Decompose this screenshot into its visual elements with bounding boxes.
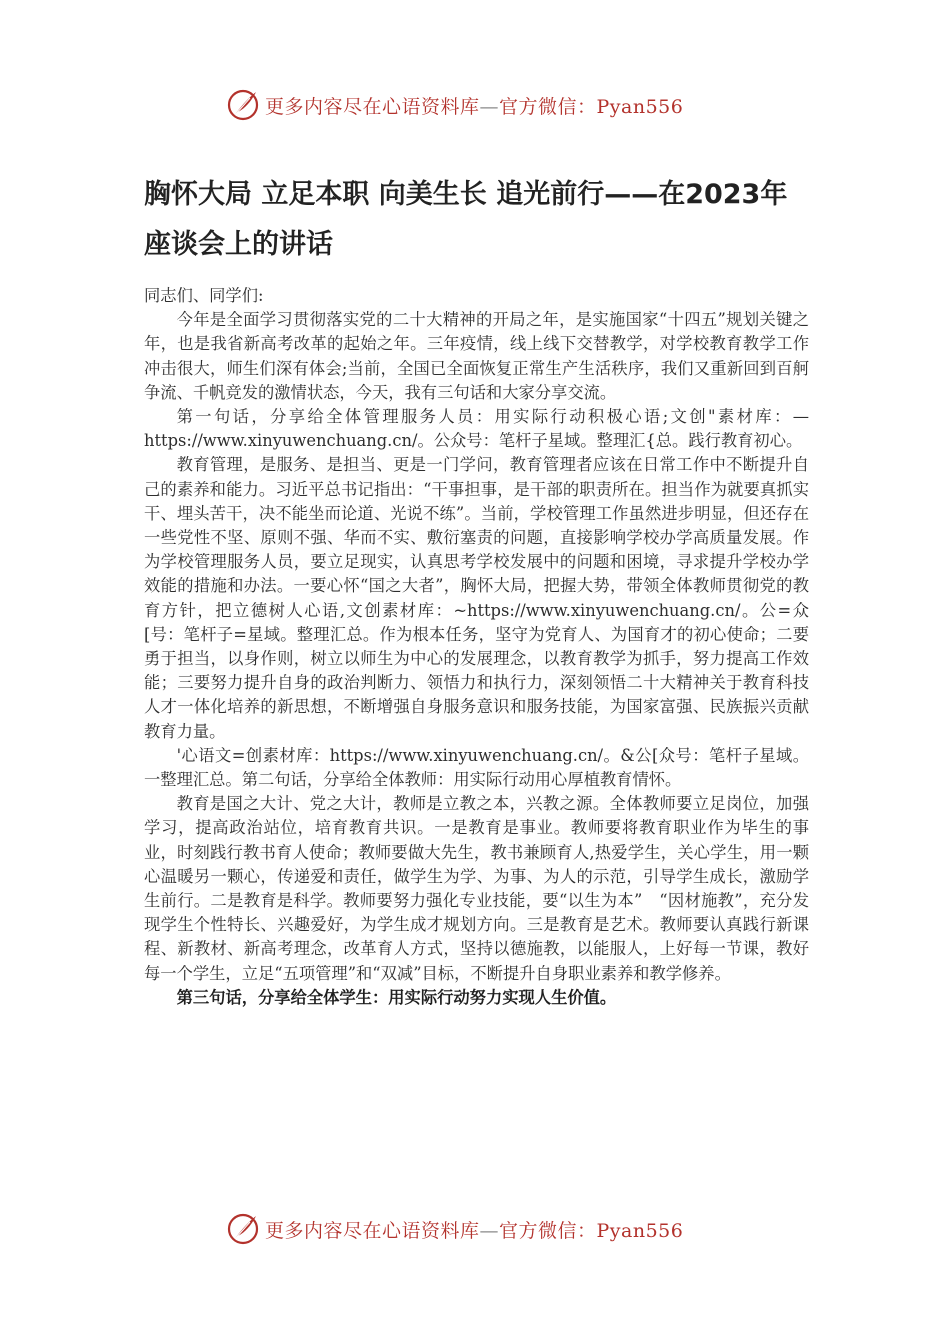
paragraph-third-saying: 第三句话，分享给全体学生：用实际行动努力实现人生价值。 — [176, 987, 617, 1007]
page-title: 胸怀大局 立足本职 向美生长 追光前行——在2023年座谈会上的讲话 — [144, 179, 788, 260]
speech-body — [144, 284, 809, 1010]
banner-contact: 官方微信：Pyan556 — [499, 1219, 684, 1242]
paragraph-intro: 今年是全面学习贯彻落实党的二十大精神的开局之年，是实施国家“十四五”规划关键之年，也是我省新高考改革的起始之年。三年疫情，线上线下交替教学，对学校教育教学工作冲击很大，师生们深有体会;当前，全国已全面恢复正常生产生活秩序，我们又重新回到百舸争流、千帆竞发的激情状态，今天，我有三句话和大家分享交流。 — [144, 310, 809, 402]
feather-logo-icon — [226, 1212, 260, 1246]
banner-slogan: 更多内容尽在心语资料库 — [265, 1219, 480, 1242]
banner-dash: — — [479, 95, 500, 118]
header-banner — [226, 87, 683, 123]
feather-logo-icon — [226, 88, 260, 122]
paragraph-first-saying: 第一句话，分享给全体管理服务人员：用实际行动积极心语;文创"素材库：—https://www.xinyuwenchuang.cn/。公众号：笔杆子星域。整理汇{总。践行教育初心。 — [144, 407, 809, 451]
salutation: 同志们、同学们: — [144, 286, 264, 305]
banner-text — [265, 92, 683, 119]
banner-dash: — — [479, 1219, 500, 1242]
banner-contact: 官方微信：Pyan556 — [499, 95, 684, 118]
footer-banner — [226, 1211, 683, 1247]
paragraph-second-saying: '心语文=创素材库：https://www.xinyuwenchuang.cn/。&公[众号：笔杆子星域。一整理汇总。第二句话，分享给全体教师：用实际行动用心厚植教育情怀。 — [144, 745, 809, 790]
banner-slogan: 更多内容尽在心语资料库 — [265, 95, 480, 118]
paragraph-management: 教育管理，是服务、是担当、更是一门学问，教育管理者应该在日常工作中不断提升自己的素养和能力。习近平总书记指出：“干事担事，是干部的职责所在。担当作为就要真抓实干、埋头苦干，决不能坐而论道、光说不练”。当前，学校管理工作虽然进步明显，但还存在一些党性不坚、原则不强、华而不实、敷衍塞责的问题，直接影响学校办学高质量发展。作为学校管理服务人员，要立足现实，认真思考学校发展中的问题和困境，寻求提升学校办学效能的措施和办法。一要心怀“国之大者”，胸怀大局，把握大势，带领全体教师贯彻党的教育方针，把立德树人心语,文创素材库：~https://www.xinyuwenchuang.cn/。公=众[号：笔杆子=星域。整理汇总。作为根本任务，坚守为党育人、为国育才的初心使命；二要勇于担当，以身作则，树立以师生为中心的发展理念，以教育教学为抓手，努力提高工作效能；三要努力提升自身的政治判断力、领悟力和执行力，深刻领悟二十大精神关于教育科技人才一体化培养的新思想，不断增强自身服务意识和服务技能，为国家富强、民族振兴贡献教育力量。 — [144, 455, 809, 741]
banner-text — [265, 1216, 683, 1243]
paragraph-teachers: 教育是国之大计、党之大计，教师是立教之本，兴教之源。全体教师要立足岗位，加强学习，提高政治站位，培育教育共识。一是教育是事业。教师要将教育职业作为毕生的事业，时刻践行教书育人使命；教师要做大先生，教书兼顾育人,热爱学生，关心学生，用一颗心温暖另一颗心，传递爱和责任，做学生为学、为事、为人的示范，引导学生成长，激励学生前行。二是教育是科学。教师要努力强化专业技能，要“以生为本” “因材施教”，充分发现学生个性特长、兴趣爱好，为学生成才规划方向。三是教育是艺术。教师要认真践行新课程、新教材、新高考理念，改革育人方式，坚持以德施教，以能服人，上好每一节课，教好每一个学生，立足“五项管理”和“双减”目标，不断提升自身职业素养和教学修养。 — [144, 794, 809, 983]
